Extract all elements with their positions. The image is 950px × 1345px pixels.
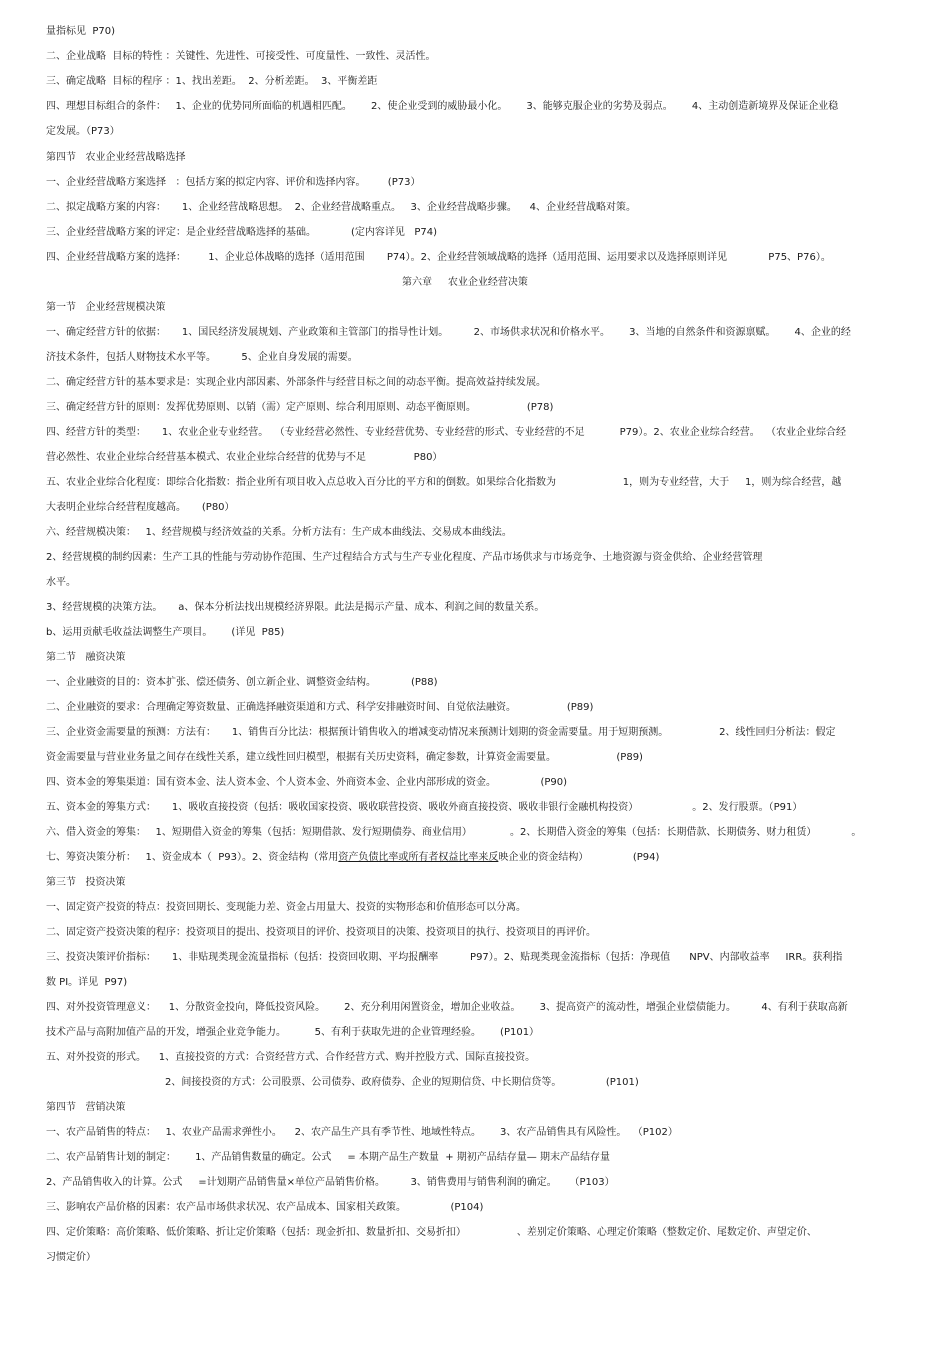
- text-line: 一、确定经营方针的依据： 1、国民经济发展规划、产业政策和主管部门的指导性计划。 2、市场供求状况和价格水平。 3、当地的自然条件和资源禀赋。 4、企业的经: [46, 327, 851, 338]
- text-line: 二、拟定战略方案的内容： 1、企业经营战略思想。 2、企业经营战略重点。 3、企业经营战略步骤。 4、企业经营战略对策。: [46, 202, 636, 213]
- text-line: 二、企业融资的要求：合理确定筹资数量、正确选择融资渠道和方式、科学安排融资时间、自觉依法融资。 (P89): [46, 702, 594, 713]
- text-line: 三、企业经营战略方案的评定：是企业经营战略选择的基础。 (定内容详见 P74): [46, 227, 438, 238]
- text-line: 四、经营方针的类型： 1、农业企业专业经营。 （专业经营必然性、专业经营优势、专业经营的形式、专业经营的不足 P79）。2、农业企业综合经营。 （农业企业综合经: [46, 427, 847, 438]
- text-line: 四、定价策略：高价策略、低价策略、折让定价策略（包括：现金折扣、数量折扣、交易折扣） 、差别定价策略、心理定价策略（整数定价、尾数定价、声望定价、: [46, 1227, 817, 1238]
- text-line: 二、固定资产投资决策的程序：投资项目的提出、投资项目的评价、投资项目的决策、投资项目的执行、投资项目的再评价。: [46, 927, 596, 938]
- text-line: 大表明企业综合经营程度越高。 (P80）: [46, 502, 235, 513]
- text-line: 五、对外投资的形式。 1、直接投资的方式：合资经营方式、合作经营方式、购并控股方式、国际直接投资。: [46, 1052, 536, 1063]
- text-line: 2、经营规模的制约因素：生产工具的性能与劳动协作范围、生产过程结合方式与生产专业化程度、产品市场供求与市场竞争、土地资源与资金供给、企业经营管理: [46, 552, 763, 563]
- text-line: 一、固定资产投资的特点：投资回期长、变现能力差、资金占用量大、投资的实物形态和价值形态可以分离。: [46, 902, 526, 913]
- section-heading: 第一节 企业经营规模决策: [46, 302, 166, 313]
- text-line: 四、企业经营战略方案的选择： 1、企业总体战略的选择（适用范围 P74）。2、企业经营领域战略的选择（适用范围、运用要求以及选择原则详见 P75、P76）。: [46, 252, 831, 263]
- text-line: 一、企业经营战略方案选择 ：包括方案的拟定内容、评价和选择内容。 (P73）: [46, 177, 421, 188]
- text-line: 二、确定经营方针的基本要求是：实现企业内部因素、外部条件与经营目标之间的动态平衡。提高效益持续发展。: [46, 377, 546, 388]
- chapter-heading: 第六章 农业企业经营决策: [402, 277, 528, 288]
- section-heading: 第四节 营销决策: [46, 1102, 126, 1113]
- text-line: 三、确定经营方针的原则：发挥优势原则、以销（需）定产原则、综合利用原则、动态平衡原则。 (P78): [46, 402, 554, 413]
- section-heading: 第二节 融资决策: [46, 652, 126, 663]
- text-line: 五、资本金的筹集方式： 1、吸收直接投资（包括：吸收国家投资、吸收联营投资、吸收外商直接投资、吸收非银行金融机构投资） 。2、发行股票。（P91）: [46, 802, 803, 813]
- text-line: 六、经营规模决策： 1、经营规模与经济效益的关系。分析方法有：生产成本曲线法、交易成本曲线法。: [46, 527, 512, 538]
- text-line: 三、影响农产品价格的因素：农产品市场供求状况、农产品成本、国家相关政策。 (P104): [46, 1202, 484, 1213]
- underlined-text: 资产负债比率或所有者权益比率来反: [338, 852, 499, 863]
- text-line: 技术产品与高附加值产品的开发，增强企业竞争能力。 5、有利于获取先进的企业管理经验。 (P101）: [46, 1027, 540, 1038]
- section-heading: 第三节 投资决策: [46, 877, 126, 888]
- text-line: 四、理想目标组合的条件： 1、企业的优势同所面临的机遇相匹配。 2、使企业受到的威胁最小化。 3、能够克服企业的劣势及弱点。 4、主动创造新境界及保证企业稳: [46, 101, 839, 112]
- text-line: 水平。: [46, 577, 76, 588]
- text-line: 资金需要量与营业业务量之间存在线性关系，建立线性回归模型，根据有关历史资料，确定参数，计算资金需要量。 (P89): [46, 752, 643, 763]
- text-line: 二、企业战略 目标的特性 ：关键性、先进性、可接受性、可度量性、一致性、灵活性。: [46, 51, 436, 62]
- text-line: 三、确定战略 目标的程序 ：1、找出差距。 2、分析差距。 3、平衡差距: [46, 76, 378, 87]
- text-line: 四、对外投资管理意义： 1、分散资金投向，降低投资风险。 2、充分利用闲置资金，增加企业收益。 3、提高资产的流动性，增强企业偿债能力。 4、有利于获取高新: [46, 1002, 848, 1013]
- text-line: 2、产品销售收入的计算。公式 =计划期产品销售量×单位产品销售价格。 3、销售费用与销售利润的确定。 （P103）: [46, 1177, 615, 1188]
- section-heading: 第四节 农业企业经营战略选择: [46, 152, 186, 163]
- text-line: 二、农产品销售计划的制定： 1、产品销售数量的确定。公式 = 本期产品生产数量 + 期初产品结存量— 期末产品结存量: [46, 1152, 610, 1163]
- text-line: 五、农业企业综合化程度：即综合化指数：指企业所有项目收入点总收入百分比的平方和的倒数。如果综合化指数为 1，则为专业经营，大于 1，则为综合经营，越: [46, 477, 842, 488]
- text-line: 3、经营规模的决策方法。 a、保本分析法找出规模经济界限。此法是揭示产量、成本、利润之间的数量关系。: [46, 602, 545, 613]
- text-run: 映企业的资金结构） (P94): [498, 852, 660, 863]
- text-line: 营必然性、农业企业综合经营基本模式、农业企业综合经营的优势与不足 P80）: [46, 452, 443, 463]
- text-line: 一、企业融资的目的：资本扩张、偿还债务、创立新企业、调整资金结构。 (P88): [46, 677, 438, 688]
- text-line: 三、企业资金需要量的预测：方法有： 1、销售百分比法：根据预计销售收入的增减变动情况来预测计划期的资金需要量。用于短期预测。 2、线性回归分析法：假定: [46, 727, 836, 738]
- text-line: 一、农产品销售的特点： 1、农业产品需求弹性小。 2、农产品生产具有季节性、地域性特点。 3、农产品销售具有风险性。 （P102）: [46, 1127, 678, 1138]
- text-line: 三、投资决策评价指标： 1、非贴现类现金流量指标（包括：投资回收期、平均报酬率 P97）。2、贴现类现金流指标（包括：净现值 NPV、内部收益率 IRR。获利指: [46, 952, 843, 963]
- text-line: 四、资本金的筹集渠道：国有资本金、法人资本金、个人资本金、外商资本金、企业内部形成的资金。 (P90): [46, 777, 568, 788]
- text-line-indented: 2、间接投资的方式：公司股票、公司债券、政府债券、企业的短期信贷、中长期信贷等。 (P101): [165, 1077, 639, 1088]
- text-line: 数 PI。详见 P97): [46, 977, 128, 988]
- text-line-underlined: [46, 851, 659, 864]
- text-line: 济技术条件，包括人财物技术水平等。 5、企业自身发展的需要。: [46, 352, 358, 363]
- text-line: 习惯定价）: [46, 1252, 96, 1263]
- text-line: b、运用贡献毛收益法调整生产项目。 (详见 P85): [46, 627, 285, 638]
- text-line: 量指标见 P70): [46, 26, 116, 37]
- text-line: 六、借入资金的筹集： 1、短期借入资金的筹集（包括：短期借款、发行短期债券、商业信用） 。2、长期借入资金的筹集（包括：长期借款、长期债务、财力租赁） 。: [46, 827, 862, 838]
- text-line: 定发展。（P73）: [46, 126, 120, 137]
- text-run: 七、筹资决策分析： 1、资金成本（ P93）。2、资金结构（常用: [46, 852, 339, 863]
